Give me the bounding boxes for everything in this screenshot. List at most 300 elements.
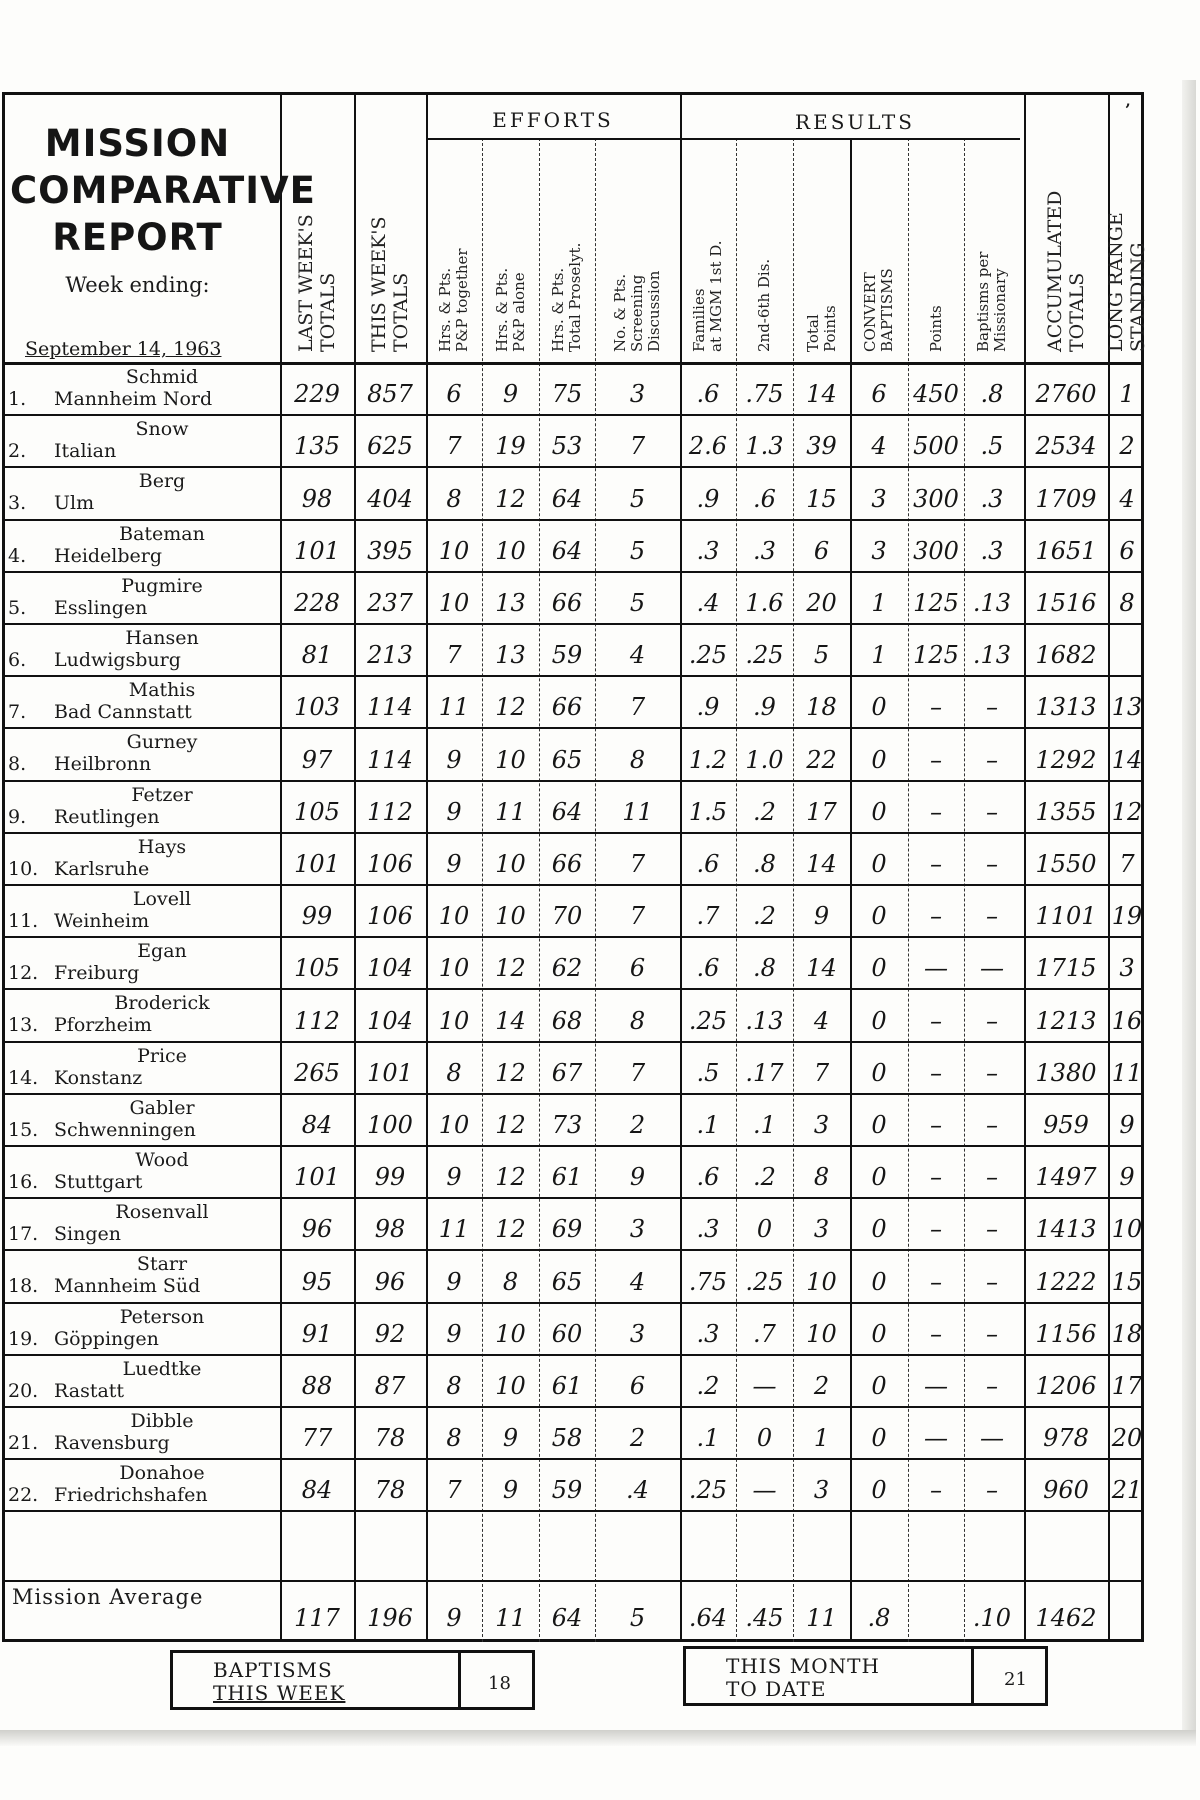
cell-dis26: .1 xyxy=(753,1110,776,1139)
cell-hrs-alone: 8 xyxy=(502,1267,519,1296)
cell-this-week: 78 xyxy=(374,1476,406,1505)
district-name: Göppingen xyxy=(54,1327,159,1350)
report-title-line-3: REPORT xyxy=(52,216,223,259)
cell-long-range: 6 xyxy=(1119,536,1135,565)
cell-this-week: 100 xyxy=(367,1110,413,1139)
cell-points: – xyxy=(930,1006,942,1035)
box-divider xyxy=(458,1653,461,1707)
cell-this-week: 101 xyxy=(367,1058,413,1087)
district-line xyxy=(8,597,276,619)
cell-hrs-alone: 9 xyxy=(502,380,519,409)
cell-hrs-together: 9 xyxy=(446,849,462,878)
header-screening xyxy=(612,271,663,352)
missionary-name: Broderick xyxy=(114,992,210,1015)
table-row-name xyxy=(8,1306,276,1350)
missionary-name: Dibble xyxy=(130,1410,194,1432)
mission-average-label: Mission Average xyxy=(12,1585,204,1609)
cell-hrs-together: 7 xyxy=(446,641,462,670)
cell-dis26: 1.3 xyxy=(745,432,784,461)
header-line: Screening xyxy=(628,274,646,352)
header-total-points xyxy=(805,305,839,352)
cell-dis26: .8 xyxy=(753,954,776,983)
table-row-name xyxy=(8,1045,276,1089)
cell-this-week: 87 xyxy=(374,1371,406,1400)
header-line: Hrs. & Pts. xyxy=(549,267,567,352)
cell-points: 450 xyxy=(913,380,959,409)
cell-dis26: 1.6 xyxy=(745,588,784,617)
cell-screening: 4 xyxy=(629,641,646,670)
district-line xyxy=(8,910,276,932)
header-accumulated xyxy=(1044,191,1088,352)
cell-hrs-alone: 13 xyxy=(495,588,526,617)
cell-points: — xyxy=(924,954,948,983)
table-row-name xyxy=(8,1097,276,1141)
cell-accumulated: 1516 xyxy=(1035,588,1097,617)
table-row-name xyxy=(8,784,276,828)
average-accumulated: 1462 xyxy=(1035,1604,1097,1632)
cell-points: 300 xyxy=(913,484,959,513)
baptisms-this-week-box xyxy=(170,1650,535,1710)
row-number: 14. xyxy=(8,1066,39,1089)
cell-long-range: 3 xyxy=(1119,954,1135,983)
table-row-name xyxy=(8,470,276,514)
cell-points: – xyxy=(930,902,942,931)
missionary-name: Fetzer xyxy=(131,783,193,806)
row-number: 17. xyxy=(8,1223,39,1246)
this-month-label xyxy=(726,1655,880,1701)
cell-screening: 2 xyxy=(629,1110,646,1139)
cell-this-week: 395 xyxy=(367,536,413,565)
missionary-name: Lovell xyxy=(132,888,192,910)
cell-families: .6 xyxy=(696,380,720,409)
cell-families: .7 xyxy=(696,902,720,931)
cell-last-week: 81 xyxy=(301,641,333,670)
cell-hrs-prosel: 67 xyxy=(551,1058,583,1087)
week-ending-label: Week ending: xyxy=(65,273,210,297)
district-name: Ludwigsburg xyxy=(54,649,181,671)
cell-total-points: 14 xyxy=(806,954,837,983)
row-number: 15. xyxy=(8,1118,39,1141)
district-name: Friedrichshafen xyxy=(54,1484,208,1507)
paper-shadow xyxy=(0,1730,1196,1746)
cell-points: – xyxy=(930,1058,942,1087)
header-this-week xyxy=(368,216,412,352)
cell-convert-baptisms: 0 xyxy=(871,797,887,826)
cell-last-week: 88 xyxy=(301,1371,333,1400)
header-line: Missionary xyxy=(991,268,1009,352)
results-group-label: RESULTS xyxy=(795,110,915,134)
row-number: 12. xyxy=(8,962,39,985)
table-row-name xyxy=(8,836,276,880)
cell-convert-baptisms: 0 xyxy=(871,1110,887,1139)
cell-points: – xyxy=(930,745,942,774)
cell-long-range: 13 xyxy=(1111,693,1143,722)
district-line xyxy=(8,1432,276,1454)
cell-dis26: .3 xyxy=(753,536,776,565)
cell-screening: 7 xyxy=(629,1058,646,1087)
cell-dis26: .17 xyxy=(745,1058,784,1087)
cell-hrs-prosel: 64 xyxy=(551,484,583,513)
cell-hrs-prosel: 61 xyxy=(551,1371,583,1400)
cell-total-points: 3 xyxy=(813,1110,830,1139)
cell-dis26: .2 xyxy=(753,797,776,826)
cell-hrs-prosel: 60 xyxy=(551,1319,583,1348)
row-number: 18. xyxy=(8,1275,39,1298)
cell-points: — xyxy=(924,1371,948,1400)
cell-dis26: 0 xyxy=(756,1424,773,1453)
cell-hrs-prosel: 70 xyxy=(551,902,583,931)
cell-bapt-per-miss: — xyxy=(980,1424,1004,1453)
district-line xyxy=(8,1014,276,1036)
cell-screening: 7 xyxy=(629,849,646,878)
district-name: Freiburg xyxy=(54,962,140,985)
cell-last-week: 265 xyxy=(294,1058,340,1087)
cell-bapt-per-miss: – xyxy=(986,1215,998,1244)
district-name: Esslingen xyxy=(54,596,148,619)
district-line xyxy=(8,858,276,880)
cell-families: 2.6 xyxy=(688,432,728,461)
cell-hrs-alone: 9 xyxy=(502,1424,519,1453)
table-row-name xyxy=(8,940,276,984)
cell-families: .1 xyxy=(696,1424,720,1453)
cell-hrs-prosel: 62 xyxy=(551,954,583,983)
district-name: Weinheim xyxy=(54,910,150,932)
cell-screening: 11 xyxy=(622,797,653,826)
header-line: Total Proselyt. xyxy=(566,242,584,352)
header-line: P&P alone xyxy=(509,272,528,352)
cell-this-week: 78 xyxy=(374,1424,406,1453)
row-number: 6. xyxy=(8,649,27,671)
cell-dis26: .25 xyxy=(745,1267,784,1296)
missionary-name: Berg xyxy=(138,470,186,493)
average-bapt-per-miss: .10 xyxy=(972,1604,1012,1632)
cell-families: 1.2 xyxy=(688,745,728,774)
cell-hrs-together: 9 xyxy=(446,1163,462,1192)
month-label-line-2: TO DATE xyxy=(726,1677,827,1701)
cell-bapt-per-miss: – xyxy=(986,1163,998,1192)
row-number: 7. xyxy=(8,701,27,724)
cell-dis26: — xyxy=(752,1371,777,1400)
cell-bapt-per-miss: .5 xyxy=(980,432,1004,461)
district-name: Mannheim Süd xyxy=(54,1275,201,1298)
district-line xyxy=(8,649,276,671)
header-hrs-alone xyxy=(494,268,528,352)
month-label-line-1: THIS MONTH xyxy=(726,1654,880,1678)
cell-hrs-alone: 12 xyxy=(495,1215,526,1244)
cell-hrs-prosel: 61 xyxy=(551,1163,583,1192)
district-line xyxy=(8,962,276,984)
cell-total-points: 3 xyxy=(813,1476,830,1505)
average-long-range xyxy=(1108,1580,1146,1632)
cell-convert-baptisms: 0 xyxy=(871,1319,887,1348)
cell-long-range: 12 xyxy=(1111,797,1143,826)
cell-families: 1.5 xyxy=(688,797,728,826)
cell-hrs-alone: 12 xyxy=(495,693,526,722)
district-line xyxy=(8,1328,276,1350)
row-number: 5. xyxy=(8,596,27,619)
cell-total-points: 4 xyxy=(813,1006,830,1035)
missionary-name: Luedtke xyxy=(122,1357,202,1380)
paper-edge xyxy=(1182,80,1196,1740)
cell-families: .25 xyxy=(688,1476,728,1505)
cell-points: 500 xyxy=(913,432,959,461)
cell-last-week: 101 xyxy=(294,1163,340,1192)
table-row-name xyxy=(8,627,276,671)
cell-hrs-alone: 10 xyxy=(495,536,526,565)
row-number: 8. xyxy=(8,753,27,776)
cell-convert-baptisms: 0 xyxy=(871,1371,887,1400)
cell-long-range: 10 xyxy=(1111,1215,1143,1244)
cell-dis26: .6 xyxy=(753,484,776,513)
cell-this-week: 106 xyxy=(367,849,413,878)
table-row-name xyxy=(8,418,276,462)
cell-screening: 5 xyxy=(629,484,646,513)
cell-hrs-together: 10 xyxy=(438,1110,470,1139)
header-line: LAST WEEK'S xyxy=(295,214,317,352)
cell-long-range: 15 xyxy=(1111,1267,1143,1296)
cell-accumulated: 2760 xyxy=(1035,380,1097,409)
cell-points: 300 xyxy=(913,536,959,565)
cell-points: – xyxy=(930,1110,942,1139)
row-number: 10. xyxy=(8,857,39,880)
cell-accumulated: 960 xyxy=(1043,1476,1089,1505)
cell-accumulated: 959 xyxy=(1043,1110,1089,1139)
district-line xyxy=(8,492,276,514)
cell-hrs-prosel: 66 xyxy=(551,693,583,722)
cell-this-week: 857 xyxy=(367,380,413,409)
cell-hrs-together: 8 xyxy=(446,1371,462,1400)
district-line xyxy=(8,1380,276,1402)
table-row-name xyxy=(8,575,276,619)
missionary-name: Starr xyxy=(136,1253,188,1276)
district-line xyxy=(8,440,276,462)
cell-hrs-together: 7 xyxy=(446,432,462,461)
cell-screening: 3 xyxy=(629,1215,646,1244)
table-row-name xyxy=(8,992,276,1036)
cell-points: — xyxy=(924,1424,948,1453)
row-number: 11. xyxy=(8,910,39,932)
cell-total-points: 15 xyxy=(806,484,837,513)
cell-hrs-alone: 11 xyxy=(495,797,526,826)
table-row-name xyxy=(8,1410,276,1454)
district-name: Rastatt xyxy=(54,1379,125,1402)
cell-convert-baptisms: 0 xyxy=(871,1476,887,1505)
average-screening: 5 xyxy=(629,1604,646,1632)
cell-hrs-alone: 10 xyxy=(495,1371,526,1400)
row-number: 22. xyxy=(8,1484,39,1507)
header-line: at MGM 1st D. xyxy=(707,240,725,352)
district-name: Karlsruhe xyxy=(54,857,150,880)
table-row-name xyxy=(8,523,276,567)
cell-screening: 8 xyxy=(629,1006,646,1035)
cell-families: .6 xyxy=(696,1163,720,1192)
missionary-name: Egan xyxy=(137,940,187,963)
cell-accumulated: 1497 xyxy=(1035,1163,1097,1192)
district-line xyxy=(8,806,276,828)
cell-hrs-prosel: 69 xyxy=(551,1215,583,1244)
cell-bapt-per-miss: – xyxy=(986,1058,998,1087)
row-number: 4. xyxy=(8,544,27,567)
average-families: .64 xyxy=(688,1604,728,1632)
header-line: Points xyxy=(926,305,945,352)
average-points xyxy=(908,1580,964,1632)
cell-hrs-together: 11 xyxy=(438,693,470,722)
cell-this-week: 92 xyxy=(374,1319,406,1348)
cell-convert-baptisms: 6 xyxy=(871,380,887,409)
header-convert-baptisms xyxy=(862,268,896,352)
this-month-box xyxy=(683,1646,1048,1706)
row-number: 3. xyxy=(8,492,27,515)
cell-families: .4 xyxy=(696,588,720,617)
cell-families: .1 xyxy=(696,1110,720,1139)
cell-dis26: .2 xyxy=(753,902,776,931)
cell-accumulated: 2534 xyxy=(1035,432,1097,461)
district-name: Ulm xyxy=(54,492,95,515)
cell-accumulated: 1550 xyxy=(1035,849,1097,878)
report-title-line-1: MISSION xyxy=(44,122,231,165)
cell-bapt-per-miss: – xyxy=(986,1110,998,1139)
this-month-value: 21 xyxy=(1004,1669,1027,1690)
cell-last-week: 84 xyxy=(301,1110,333,1139)
table-row-name xyxy=(8,1358,276,1402)
cell-this-week: 104 xyxy=(367,1006,413,1035)
cell-bapt-per-miss: – xyxy=(986,1006,998,1035)
cell-accumulated: 1380 xyxy=(1035,1058,1097,1087)
cell-total-points: 17 xyxy=(806,797,837,826)
cell-accumulated: 1715 xyxy=(1035,954,1097,983)
header-line: LONG RANGE xyxy=(1105,212,1127,352)
table-row-name xyxy=(8,679,276,723)
cell-last-week: 105 xyxy=(294,797,340,826)
cell-hrs-prosel: 68 xyxy=(551,1006,583,1035)
cell-families: .3 xyxy=(696,1215,720,1244)
cell-bapt-per-miss: – xyxy=(986,1371,998,1400)
cell-hrs-prosel: 53 xyxy=(551,432,583,461)
cell-accumulated: 1682 xyxy=(1035,641,1097,670)
cell-last-week: 97 xyxy=(301,745,333,774)
cell-screening: 7 xyxy=(629,432,646,461)
efforts-group-label: EFFORTS xyxy=(492,108,614,132)
cell-this-week: 96 xyxy=(374,1267,406,1296)
header-line: Hrs. & Pts. xyxy=(492,267,511,352)
cell-accumulated: 1222 xyxy=(1035,1267,1097,1296)
cell-bapt-per-miss: – xyxy=(986,849,998,878)
cell-total-points: 7 xyxy=(813,1058,830,1087)
header-line: Families xyxy=(690,288,708,352)
missionary-name: Wood xyxy=(135,1149,189,1171)
cell-hrs-alone: 9 xyxy=(502,1476,519,1505)
missionary-name: Gurney xyxy=(126,731,198,754)
cell-accumulated: 1206 xyxy=(1035,1371,1097,1400)
cell-convert-baptisms: 1 xyxy=(871,588,887,617)
cell-convert-baptisms: 0 xyxy=(871,1267,887,1296)
header-long-range xyxy=(1105,212,1149,352)
cell-hrs-prosel: 64 xyxy=(551,797,583,826)
report-title-line-2: COMPARATIVE xyxy=(10,169,316,212)
header-line: TOTALS xyxy=(1066,272,1088,352)
cell-families: .25 xyxy=(688,1006,728,1035)
missionary-name: Hays xyxy=(137,835,187,858)
district-name: Mannheim Nord xyxy=(54,388,213,410)
cell-total-points: 2 xyxy=(813,1371,830,1400)
cell-convert-baptisms: 1 xyxy=(871,641,887,670)
cell-dis26: .8 xyxy=(753,849,776,878)
cell-bapt-per-miss: – xyxy=(986,1267,998,1296)
cell-points: – xyxy=(930,1319,942,1348)
cell-hrs-together: 9 xyxy=(446,797,462,826)
cell-hrs-alone: 12 xyxy=(495,1110,526,1139)
week-ending-date: September 14, 1963 xyxy=(25,338,222,360)
average-last-week: 117 xyxy=(294,1604,340,1632)
baptisms-label-line-1: BAPTISMS xyxy=(213,1658,333,1682)
cell-families: .9 xyxy=(696,484,720,513)
row-number: 2. xyxy=(8,440,27,463)
cell-last-week: 84 xyxy=(301,1476,333,1505)
row-line xyxy=(2,1510,1144,1512)
cell-last-week: 99 xyxy=(301,902,333,931)
cell-accumulated: 1101 xyxy=(1035,902,1097,931)
missionary-name: Schmid xyxy=(125,366,199,388)
cell-families: .5 xyxy=(696,1058,720,1087)
row-number: 21. xyxy=(8,1432,39,1454)
average-dis26: .45 xyxy=(745,1604,784,1632)
missionary-name: Rosenvall xyxy=(115,1201,209,1224)
cell-hrs-together: 6 xyxy=(446,380,462,409)
cell-last-week: 96 xyxy=(301,1215,333,1244)
district-line xyxy=(8,1223,276,1245)
cell-long-range: 21 xyxy=(1111,1476,1143,1505)
header-line: P&P together xyxy=(453,248,471,352)
row-number: 19. xyxy=(8,1327,39,1350)
cell-hrs-prosel: 65 xyxy=(551,745,583,774)
missionary-name: Mathis xyxy=(128,679,196,702)
cell-convert-baptisms: 0 xyxy=(871,1006,887,1035)
district-line xyxy=(8,701,276,723)
header-dis26 xyxy=(756,259,773,352)
cell-hrs-prosel: 59 xyxy=(551,1476,583,1505)
cell-bapt-per-miss: .13 xyxy=(972,641,1012,670)
cell-long-range: 8 xyxy=(1119,588,1135,617)
cell-long-range: 9 xyxy=(1119,1110,1135,1139)
district-name: Italian xyxy=(54,440,117,463)
cell-this-week: 106 xyxy=(367,902,413,931)
cell-total-points: 9 xyxy=(813,902,830,931)
cell-hrs-alone: 10 xyxy=(495,849,526,878)
cell-convert-baptisms: 3 xyxy=(871,484,887,513)
cell-hrs-together: 7 xyxy=(446,1476,462,1505)
cell-this-week: 404 xyxy=(367,484,413,513)
cell-dis26: 0 xyxy=(756,1215,773,1244)
cell-points: – xyxy=(930,1163,942,1192)
cell-points: – xyxy=(930,1267,942,1296)
cell-bapt-per-miss: – xyxy=(986,745,998,774)
header-line: TOTALS xyxy=(390,272,412,352)
baptisms-label-line-2: THIS WEEK xyxy=(213,1681,346,1705)
cell-points: – xyxy=(930,1476,942,1505)
district-name: Bad Cannstatt xyxy=(54,701,192,724)
cell-long-range: 16 xyxy=(1111,1006,1143,1035)
average-convert-baptisms: .8 xyxy=(867,1604,891,1632)
cell-dis26: 1.0 xyxy=(745,745,784,774)
cell-bapt-per-miss: – xyxy=(986,693,998,722)
cell-total-points: 8 xyxy=(813,1163,830,1192)
cell-long-range: 2 xyxy=(1119,432,1135,461)
header-line: Discussion xyxy=(645,270,663,352)
cell-total-points: 14 xyxy=(806,849,837,878)
cell-screening: 9 xyxy=(629,1163,646,1192)
missionary-name: Snow xyxy=(135,418,189,441)
header-line: Total xyxy=(803,314,822,352)
